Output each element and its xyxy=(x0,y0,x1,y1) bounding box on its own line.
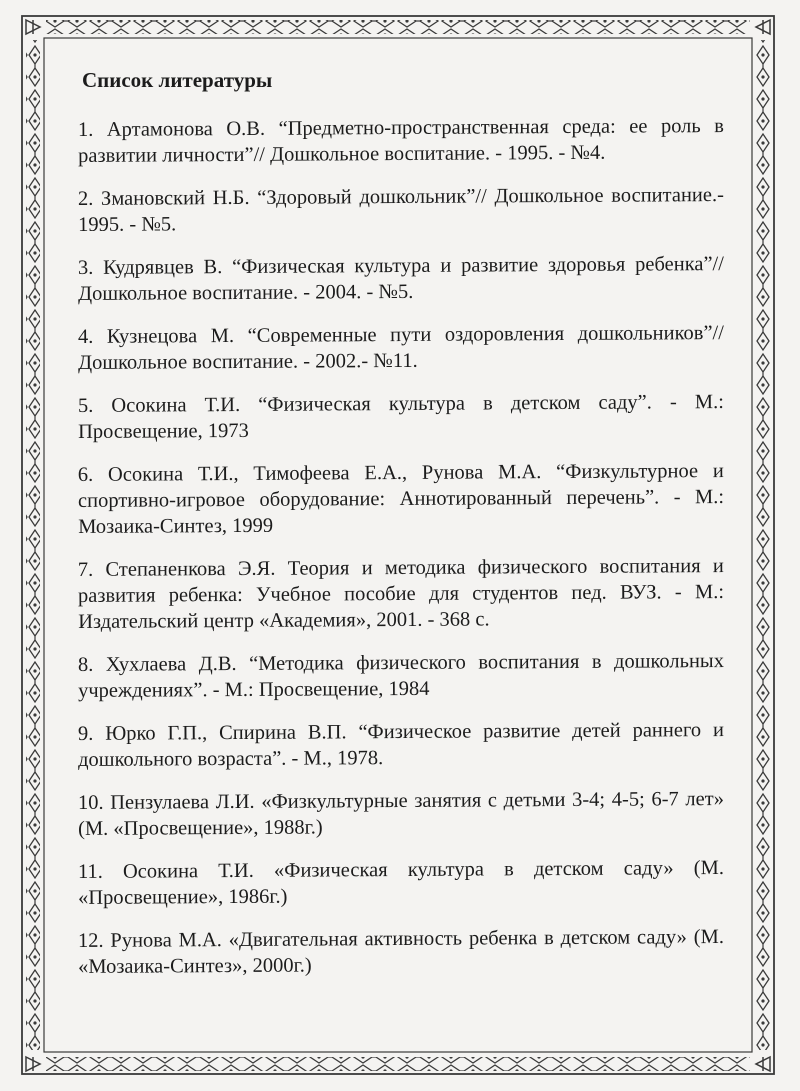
reference-item: 12. Рунова М.А. «Двигательная активность ребенка в детском саду» (М. «Мозаика-Синтез», 2000г.) xyxy=(77,926,724,978)
reference-item: 2. Змановский Н.Б. “Здоровый дошкольник”// Дошкольное воспитание.- 1995. - №5. xyxy=(77,184,724,236)
reference-item: 4. Кузнецова М. “Современные пути оздоровления дошкольников”// Дошкольное воспитание. - 2002.- №11. xyxy=(77,322,724,374)
reference-item: 5. Осокина Т.И. “Физическая культура в детском саду”. - М.: Просвещение, 1973 xyxy=(77,391,724,443)
reference-item: 3. Кудрявцев В. “Физическая культура и развитие здоровья ребенка”// Дошкольное воспитание. - 2004. - №5. xyxy=(77,253,724,305)
reference-item: 6. Осокина Т.И., Тимофеева Е.А., Рунова М.А. “Физкультурное и спортивно-игровое оборудование: Аннотированный перечень”. - М.: Мозаика-Синтез, 1999 xyxy=(77,460,725,538)
reference-item: 1. Артамонова О.В. “Предметно-пространственная среда: ее роль в развитии личности”// Дошкольное воспитание. - 1995. - №4. xyxy=(77,115,724,167)
reference-item: 11. Осокина Т.И. «Физическая культура в детском саду» (М. «Просвещение», 1986г.) xyxy=(77,857,724,909)
document-body xyxy=(78,68,724,995)
reference-item: 10. Пензулаева Л.И. «Физкультурные занятия с детьми 3-4; 4-5; 6-7 лет» (М. «Просвещение», 1988г.) xyxy=(77,788,724,840)
reference-item: 8. Хухлаева Д.В. “Методика физического воспитания в дошкольных учреждениях”. - М.: Просвещение, 1984 xyxy=(77,650,724,702)
reference-item: 7. Степаненкова Э.Я. Теория и методика физического воспитания и развития ребенка: Учебное пособие для студентов пед. ВУЗ. - М.: Издательский центр «Академия», 2001. - 368 с. xyxy=(77,555,725,633)
page-heading: Список литературы xyxy=(82,68,273,92)
reference-list xyxy=(78,115,724,978)
reference-item: 9. Юрко Г.П., Спирина В.П. “Физическое развитие детей раннего и дошкольного возраста”. - М., 1978. xyxy=(77,719,724,771)
